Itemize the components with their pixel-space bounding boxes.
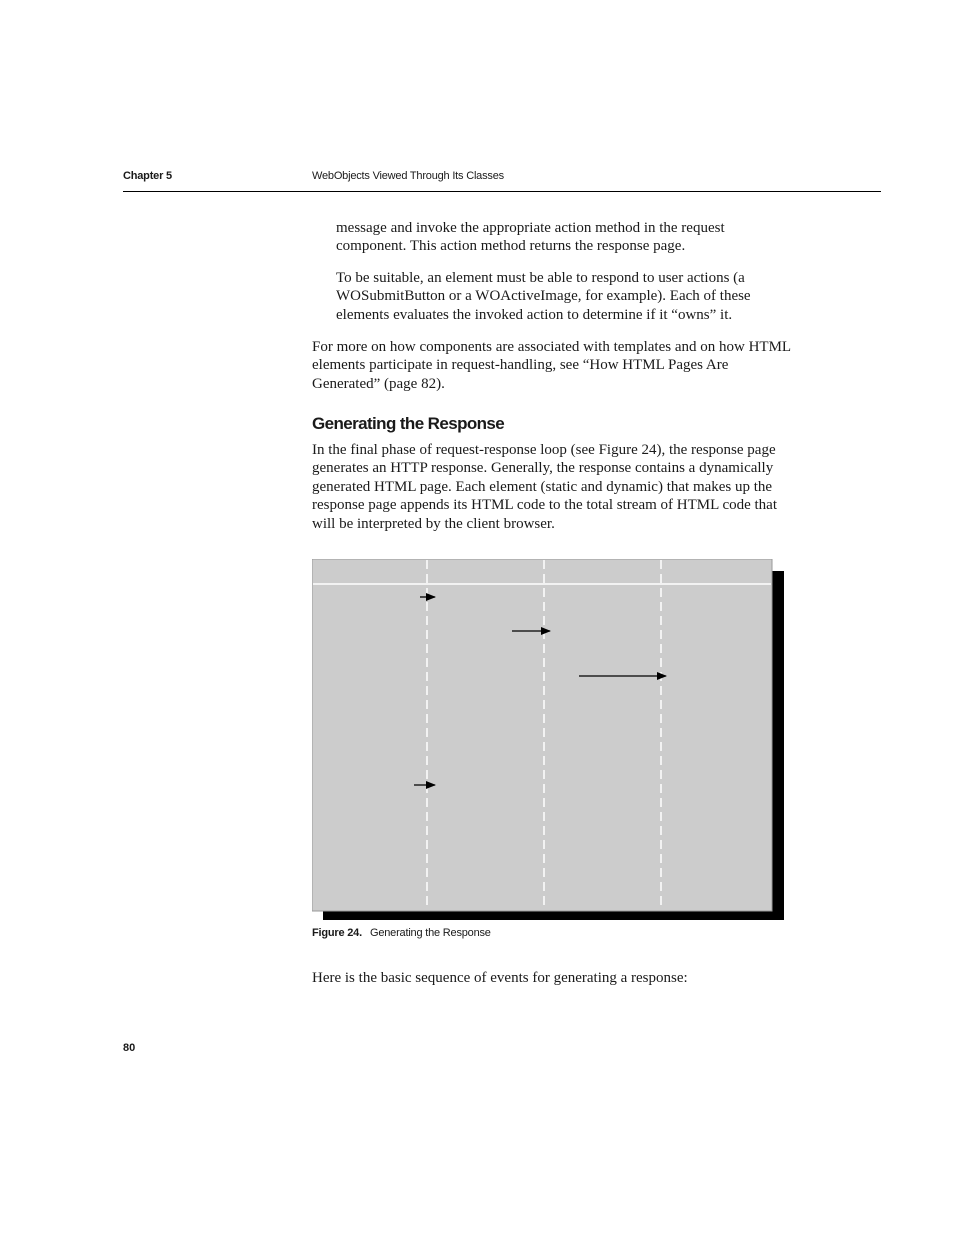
page-number: 80: [123, 1042, 136, 1054]
header-rule: [123, 191, 881, 192]
chapter-label: Chapter 5: [123, 170, 172, 182]
figure-generating-response: [312, 559, 785, 921]
figure-caption-text: Generating the Response: [369, 927, 491, 939]
paragraph-action-method: message and invoke the appropriate action method in the request component. This action method returns the response page.: [336, 220, 725, 255]
paragraph-sequence-intro: Here is the basic sequence of events for generating a response:: [312, 970, 688, 986]
paragraph-suitable-element: To be suitable, an element must be able to respond to user actions (a WOSubmitButton or a WOActiveImage, for example). Each of these elements evaluates the invoked action to determine if it “owns” it.: [336, 270, 751, 323]
paragraph-more-info: For more on how components are associated with templates and on how HTML elements participate in request-handling, see “How HTML Pages Are Generated” (page 82).: [312, 339, 791, 392]
sequence-diagram: [312, 559, 785, 921]
figure-caption-label: Figure 24.: [312, 927, 362, 939]
section-heading: Generating the Response: [312, 414, 505, 433]
figure-caption: [312, 927, 491, 939]
running-header-title: WebObjects Viewed Through Its Classes: [312, 170, 504, 182]
figure-panel: [312, 559, 772, 911]
paragraph-final-phase: In the final phase of request-response loop (see Figure 24), the response page generates an HTTP response. Generally, the response contains a dynamically generated HTML page. Each element (static and dynamic) that makes up the response page appends its HTML code to the total stream of HTML code that will be interpreted by the client browser.: [312, 442, 778, 532]
